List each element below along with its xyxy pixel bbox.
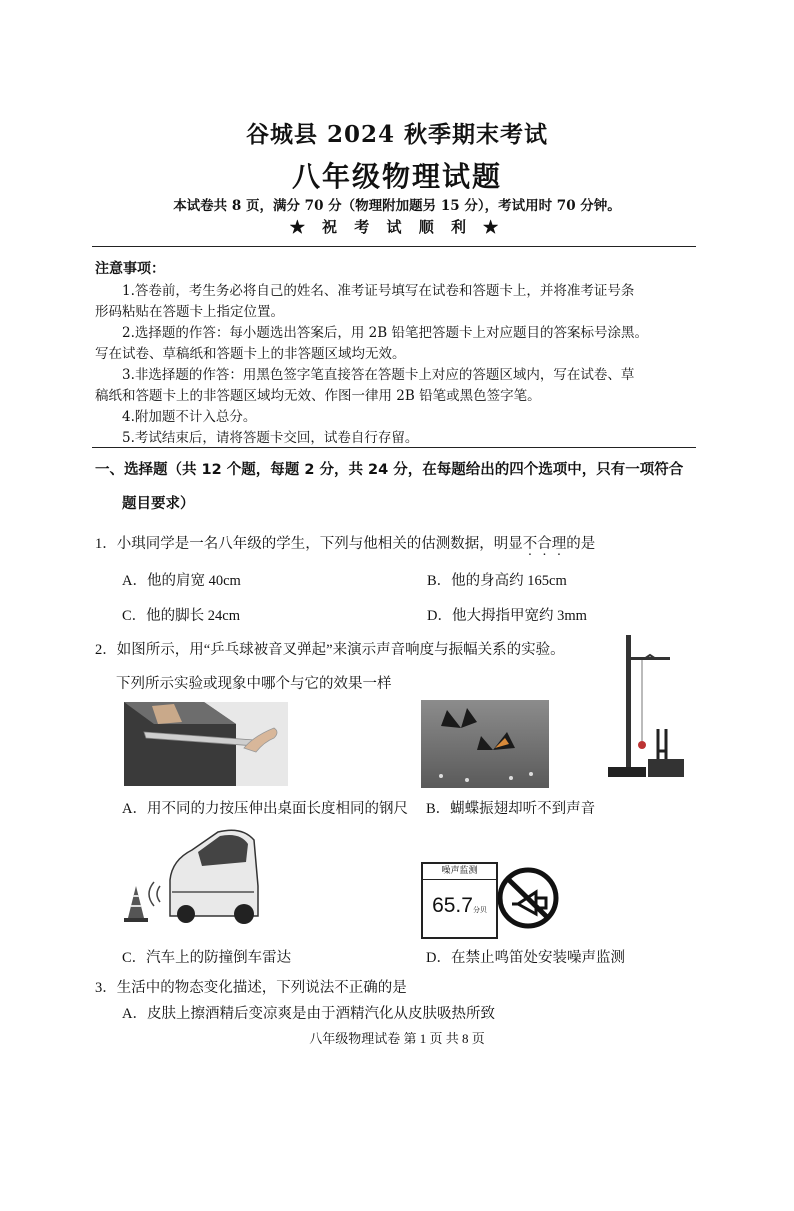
note-3b: 稿纸和答题卡上的非答题区域均无效、作图一律用 2B 铅笔或黑色签字笔。 (95, 388, 541, 404)
noise-meter-reading (423, 894, 496, 918)
note-2b: 写在试卷、草稿纸和答题卡上的非答题区域均无效。 (95, 346, 406, 362)
q2-option-a: A．用不同的力按压伸出桌面长度相同的钢尺 (122, 801, 408, 817)
divider-top (92, 246, 696, 247)
notes-heading: 注意事项： (95, 261, 165, 277)
note-1b: 形码粘贴在答题卡上指定位置。 (95, 304, 284, 320)
butterflies-figure (421, 700, 549, 788)
question-2-stem-2: 下列所示实验或现象中哪个与它的效果一样 (116, 676, 392, 692)
tuning-fork-apparatus-figure (604, 633, 688, 783)
subject-title: 八年级物理试题 (291, 160, 502, 193)
note-1a: 1.答卷前，考生务必将自己的姓名、准考证号填写在试卷和答题卡上，并将准考证号条 (122, 283, 635, 299)
question-2-stem: 2．如图所示，用“乒乓球被音叉弹起”来演示声音响度与振幅关系的实验。 (95, 642, 565, 658)
q1-option-b: B．他的身高约 165cm (427, 573, 567, 589)
noise-meter-unit: 分贝 (472, 907, 487, 914)
noise-meter-title: 噪声监测 (423, 864, 496, 880)
note-4: 4.附加题不计入总分。 (122, 409, 257, 425)
note-2a: 2.选择题的作答：每小题选出答案后，用 2B 铅笔把答题卡上对应题目的答案标号涂黑。 (122, 325, 648, 341)
section-heading-line2: 题目要求） (122, 496, 195, 512)
q1-emph-2: 合 (537, 536, 552, 552)
section-heading-line1: 一、选择题（共 12 个题，每题 2 分，共 24 分，在每题给出的四个选项中，只有一项符合 (95, 462, 684, 478)
question-3-stem: 3．生活中的物态变化描述，下列说法不正确的是 (95, 980, 407, 996)
q2-option-b: B．蝴蝶振翅却听不到声音 (426, 801, 596, 817)
car-reversing-radar-figure (122, 826, 262, 926)
q1-emph-3: 理 (551, 536, 567, 552)
q1-option-a: A．他的肩宽 40cm (122, 573, 241, 589)
q1-emph-1: 不 (522, 536, 538, 552)
note-5: 5.考试结束后，请将答题卡交回，试卷自行存留。 (122, 430, 419, 446)
page-footer: 八年级物理试卷 第 1 页 共 8 页 (309, 1031, 485, 1046)
divider-notes (92, 447, 696, 448)
note-3a: 3.非选择题的作答：用黑色签字笔直接答在答题卡上对应的答题区域内，写在试卷、草 (122, 367, 635, 383)
q1-stem-text: 1．小琪同学是一名八年级的学生，下列与他相关的估测数据，明显 (95, 536, 523, 552)
motto: ★ 祝 考 试 顺 利 ★ (289, 218, 505, 236)
q2-option-d: D．在禁止鸣笛处安装噪声监测 (426, 950, 625, 966)
question-1-stem (95, 532, 595, 553)
q1-option-c: C．他的脚长 24cm (122, 608, 241, 624)
noise-meter-figure (421, 862, 498, 939)
steel-ruler-table-figure (124, 702, 288, 786)
q3-option-a: A．皮肤上擦酒精后变凉爽是由于酒精汽化从皮肤吸热所致 (122, 1006, 495, 1022)
q1-option-d: D．他大拇指甲宽约 3mm (427, 608, 587, 624)
noise-meter-value: 65.7 (432, 894, 473, 917)
exam-info: 本试卷共 8 页，满分 70 分（物理附加题另 15 分），考试用时 70 分钟。 (173, 198, 621, 214)
no-horn-sign-icon (496, 864, 560, 932)
exam-title: 谷城县 2024 秋季期末考试 (245, 121, 549, 148)
notes-list (95, 281, 703, 449)
q2-option-c: C．汽车上的防撞倒车雷达 (122, 950, 292, 966)
q1-stem-tail: 的是 (566, 536, 596, 552)
